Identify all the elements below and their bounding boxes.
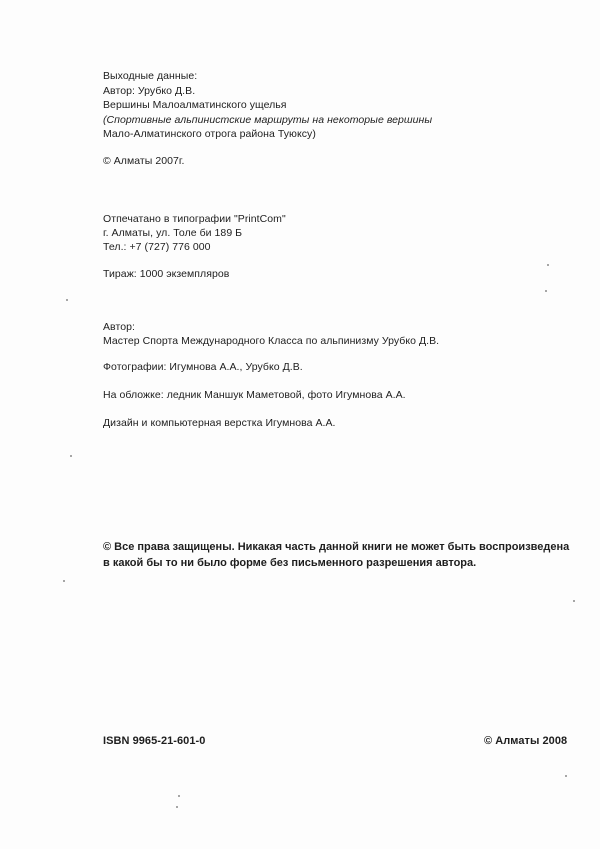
rights-line-1: © Все права защищены. Никакая часть данной книги не может быть воспроизведена [103, 541, 570, 553]
scan-speck [565, 775, 567, 777]
imprint-copyright: © Алматы 2007г. [103, 155, 185, 167]
scan-speck [573, 600, 575, 602]
footer-copyright: © Алматы 2008 [484, 735, 568, 747]
credits-author-full: Мастер Спорта Международного Класса по альпинизму Урубко Д.В. [103, 335, 440, 347]
imprint-author: Автор: Урубко Д.В. [103, 85, 196, 97]
credits-author-label: Автор: [103, 321, 135, 333]
isbn: ISBN 9965-21-601-0 [103, 735, 206, 747]
credits-photos: Фотографии: Игумнова А.А., Урубко Д.В. [103, 361, 303, 373]
scan-speck [70, 455, 72, 457]
printer-address: г. Алматы, ул. Толе би 189 Б [103, 227, 243, 239]
book-subtitle-line-2: Мало-Алматинского отрога района Туюксу) [103, 128, 316, 140]
scan-speck [66, 299, 68, 301]
scan-speck [63, 580, 65, 582]
rights-line-2: в какой бы то ни было форме без письменного разрешения автора. [103, 557, 477, 569]
scan-speck [547, 264, 549, 266]
book-title: Вершины Малоалматинского ущелья [103, 99, 287, 111]
book-subtitle-line-1: (Спортивные альпинистские маршруты на некоторые вершины [103, 114, 433, 126]
scan-speck [178, 795, 180, 797]
credits-design: Дизайн и компьютерная верстка Игумнова А.А. [103, 417, 336, 429]
circulation: Тираж: 1000 экземпляров [103, 268, 230, 280]
scan-speck [176, 806, 178, 808]
scan-speck [545, 290, 547, 292]
printer-phone: Тел.: +7 (727) 776 000 [103, 241, 211, 253]
imprint-heading: Выходные данные: [103, 70, 198, 82]
printed-at: Отпечатано в типографии "PrintCom" [103, 213, 286, 225]
credits-cover: На обложке: ледник Маншук Маметовой, фото Игумнова А.А. [103, 389, 406, 401]
